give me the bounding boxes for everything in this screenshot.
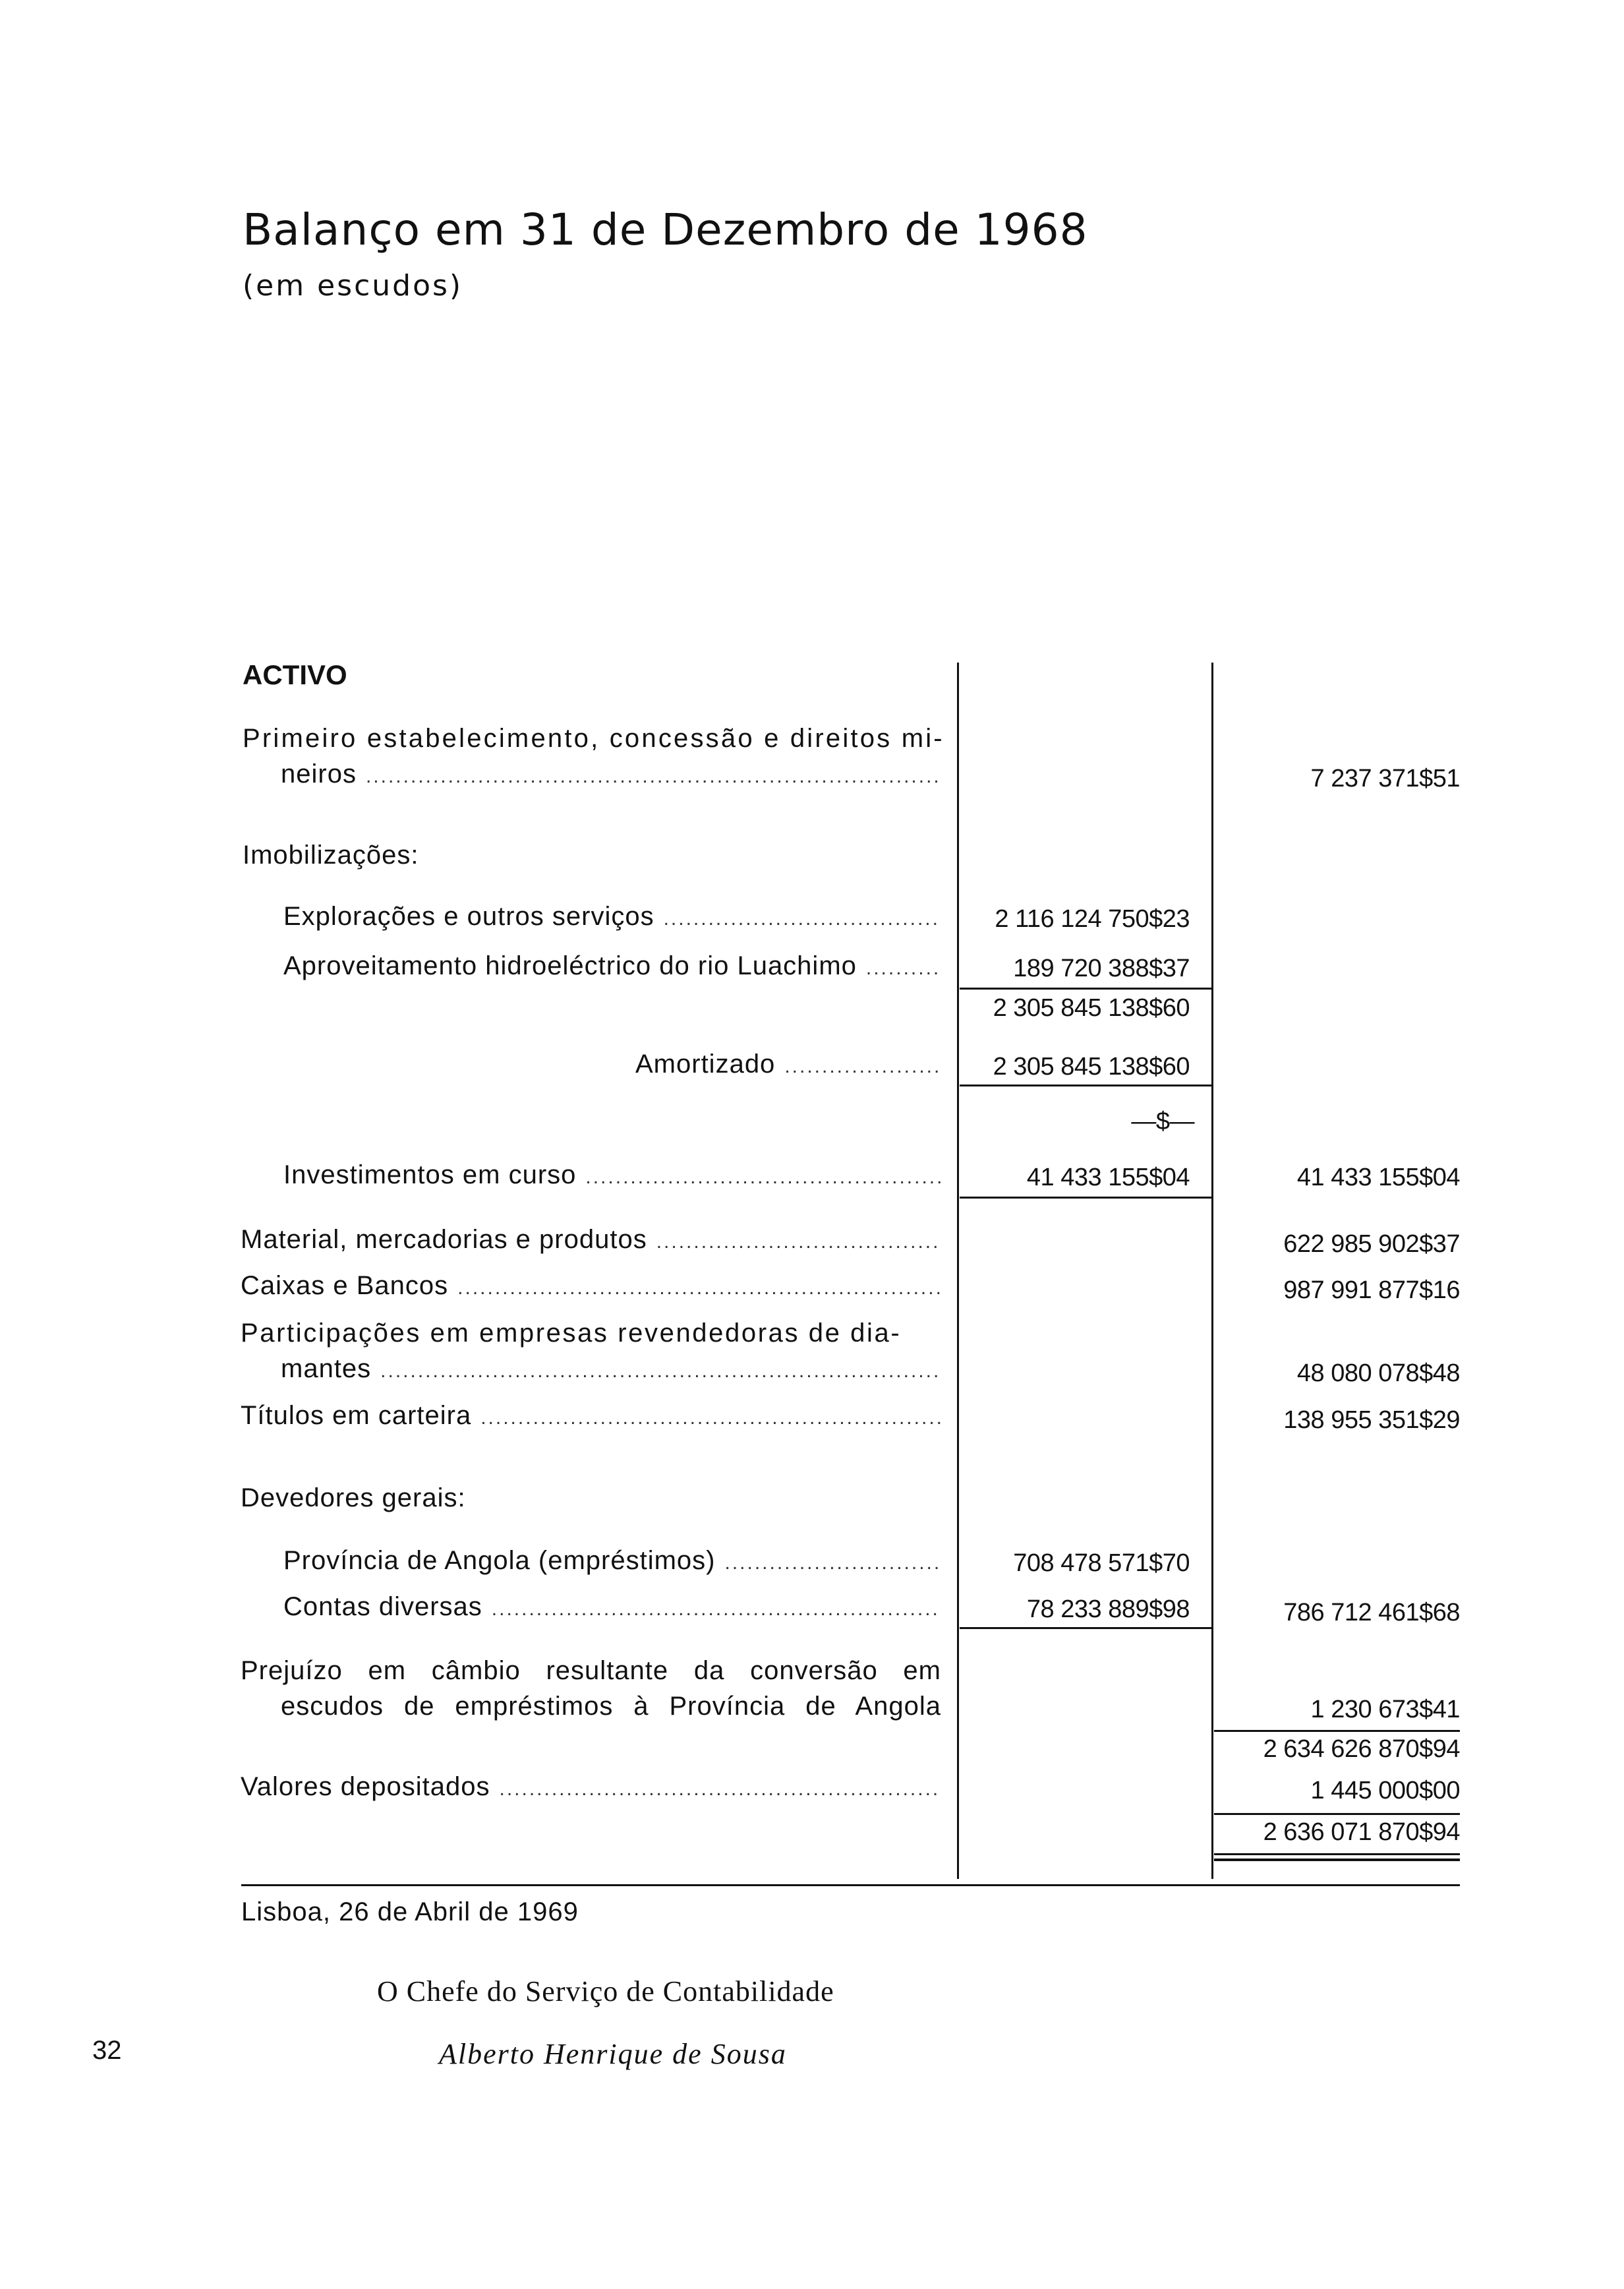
- row-provincia-label: Província de Angola (empréstimos): [283, 1546, 716, 1575]
- row-participacoes-line1: [241, 1319, 941, 1348]
- row-exploracoes-value: 2 116 124 750$23: [995, 905, 1190, 933]
- row-valores: [241, 1772, 941, 1802]
- sum-rule: [1214, 1730, 1460, 1732]
- row-aproveitamento-value: 189 720 388$37: [1013, 955, 1190, 982]
- row-amortizado: [635, 1050, 941, 1079]
- column-divider-right: [1211, 663, 1213, 1879]
- signatory-name: Alberto Henrique de Sousa: [439, 2038, 787, 2070]
- page-title: Balanço em 31 de Dezembro de 1968: [243, 204, 1088, 255]
- row-provincia-value: 708 478 571$70: [1013, 1549, 1190, 1577]
- row-caixas-label: Caixas e Bancos: [241, 1271, 449, 1300]
- row-contas-value: 78 233 889$98: [1026, 1595, 1190, 1623]
- row-prejuizo-label-1: Prejuízo em câmbio resultante da conversão em: [241, 1656, 941, 1685]
- leader-dots: [664, 908, 941, 930]
- row-material: [241, 1225, 941, 1255]
- row-titulos: [241, 1401, 941, 1431]
- section-heading-activo: ACTIVO: [243, 659, 347, 690]
- row-participacoes-label-2: mantes: [281, 1354, 372, 1383]
- row-valores-label: Valores depositados: [241, 1772, 490, 1801]
- nil-marker: —$—: [1131, 1108, 1194, 1135]
- leader-dots: [866, 957, 941, 980]
- row-participacoes-line2: [281, 1354, 941, 1384]
- leader-dots: [480, 1407, 941, 1429]
- row-participacoes-label-1: Participações em empresas revendedoras de dia-: [241, 1319, 902, 1348]
- row-prejuizo-total: 1 230 673$41: [1310, 1696, 1460, 1723]
- row-imobilizacoes: [243, 841, 419, 870]
- row-primeiro-label-1: Primeiro estabelecimento, concessão e direitos mi-: [243, 724, 944, 753]
- page-number: 32: [92, 2036, 122, 2065]
- row-titulos-total: 138 955 351$29: [1283, 1406, 1460, 1434]
- page-subtitle: (em escudos): [243, 269, 463, 303]
- leader-dots: [380, 1360, 941, 1382]
- row-aproveitamento: [283, 951, 941, 981]
- row-amortizado-label: Amortizado: [635, 1050, 776, 1079]
- sum-rule: [960, 1085, 1211, 1086]
- row-valores-total: 1 445 000$00: [1310, 1777, 1460, 1804]
- row-titulos-label: Títulos em carteira: [241, 1401, 472, 1430]
- sum-rule: [960, 1627, 1211, 1629]
- column-divider-left: [957, 663, 959, 1879]
- row-material-label: Material, mercadorias e produtos: [241, 1225, 647, 1254]
- row-caixas-total: 987 991 877$16: [1283, 1276, 1460, 1304]
- footer-date: Lisboa, 26 de Abril de 1969: [241, 1897, 579, 1926]
- leader-dots: [500, 1778, 942, 1800]
- leader-dots: [366, 765, 941, 788]
- row-aproveitamento-label: Aproveitamento hidroeléctrico do rio Luachimo: [283, 951, 857, 980]
- row-devedores: [241, 1483, 466, 1513]
- leader-dots: [492, 1598, 941, 1620]
- signatory-role: O Chefe do Serviço de Contabilidade: [377, 1975, 834, 2007]
- row-provincia: [283, 1546, 941, 1576]
- row-investimentos-total: 41 433 155$04: [1296, 1164, 1460, 1191]
- double-rule-bottom: [1214, 1858, 1460, 1861]
- row-contas: [283, 1592, 941, 1622]
- row-material-total: 622 985 902$37: [1283, 1230, 1460, 1258]
- row-devedores-total: 786 712 461$68: [1283, 1599, 1460, 1626]
- row-primeiro-line2: [281, 759, 941, 789]
- row-imobilizacoes-label: Imobilizações:: [243, 841, 419, 870]
- row-devedores-label: Devedores gerais:: [241, 1483, 466, 1512]
- row-investimentos-label: Investimentos em curso: [283, 1160, 577, 1189]
- row-amortizado-value: 2 305 845 138$60: [993, 1053, 1190, 1081]
- row-prejuizo-line1: [241, 1656, 941, 1686]
- row-contas-label: Contas diversas: [283, 1592, 482, 1621]
- row-investimentos: [283, 1160, 941, 1190]
- leader-dots: [656, 1231, 941, 1253]
- row-exploracoes-label: Explorações e outros serviços: [283, 902, 654, 931]
- leader-dots: [585, 1166, 941, 1189]
- sum-rule: [960, 1197, 1211, 1199]
- row-imobilizacoes-subtotal: 2 305 845 138$60: [993, 994, 1190, 1022]
- sum-rule: [1214, 1813, 1460, 1815]
- table-bottom-rule: [241, 1884, 1460, 1886]
- row-primeiro-line1: [243, 724, 942, 754]
- sum-rule: [960, 988, 1211, 990]
- row-prejuizo-line2: [281, 1692, 941, 1721]
- grand-total: 2 636 071 870$94: [1263, 1818, 1460, 1846]
- row-primeiro-total: 7 237 371$51: [1310, 765, 1460, 792]
- row-investimentos-value: 41 433 155$04: [1026, 1164, 1190, 1191]
- row-caixas: [241, 1271, 941, 1301]
- row-prejuizo-label-2: escudos de empréstimos à Província de Angola: [281, 1692, 941, 1721]
- subtotal: 2 634 626 870$94: [1263, 1735, 1460, 1763]
- row-exploracoes: [283, 902, 941, 932]
- row-primeiro-label-2: neiros: [281, 759, 357, 788]
- leader-dots: [457, 1277, 941, 1299]
- double-rule-top: [1214, 1853, 1460, 1855]
- leader-dots: [725, 1552, 942, 1574]
- leader-dots: [784, 1055, 941, 1078]
- row-participacoes-total: 48 080 078$48: [1296, 1359, 1460, 1387]
